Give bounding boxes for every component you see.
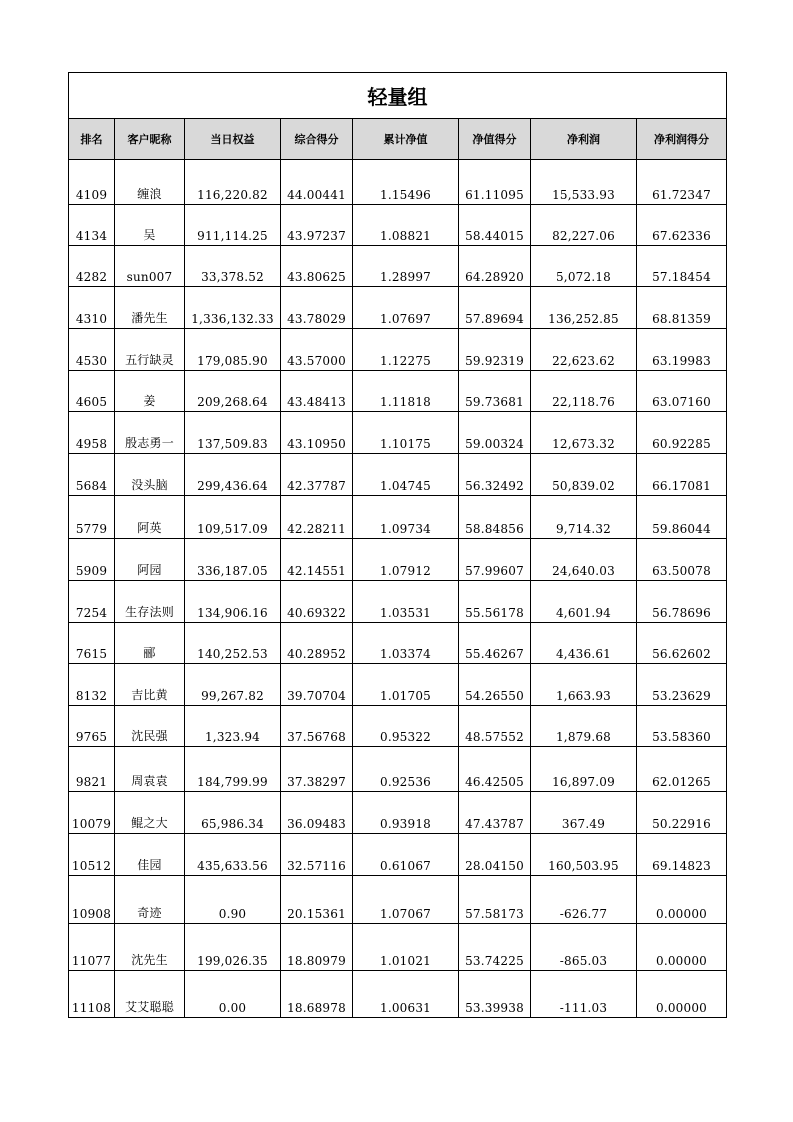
cell-rank: 9821	[69, 747, 115, 792]
cell-net-value: 1.15496	[353, 160, 459, 205]
cell-net-value: 1.04745	[353, 454, 459, 496]
cell-equity: 0.90	[185, 876, 281, 924]
cell-net-profit: 1,879.68	[531, 706, 637, 747]
cell-nickname: 生存法则	[115, 581, 185, 623]
cell-equity: 137,509.83	[185, 412, 281, 454]
cell-net-value: 1.07912	[353, 539, 459, 581]
column-header-rank: 排名	[69, 119, 115, 160]
cell-nickname: 佳园	[115, 834, 185, 876]
cell-total-score: 42.14551	[281, 539, 353, 581]
cell-total-score: 32.57116	[281, 834, 353, 876]
table-row	[69, 581, 727, 623]
cell-net-profit: 12,673.32	[531, 412, 637, 454]
table-row	[69, 412, 727, 454]
cell-net-profit-score: 0.00000	[637, 971, 727, 1018]
cell-total-score: 43.57000	[281, 329, 353, 371]
cell-rank: 11108	[69, 971, 115, 1018]
table-row	[69, 287, 727, 329]
cell-net-value: 1.28997	[353, 246, 459, 287]
cell-nickname: 阿英	[115, 496, 185, 539]
cell-rank: 5779	[69, 496, 115, 539]
cell-total-score: 18.68978	[281, 971, 353, 1018]
cell-equity: 435,633.56	[185, 834, 281, 876]
table-row	[69, 971, 727, 1018]
cell-equity: 209,268.64	[185, 371, 281, 412]
cell-net-value-score: 53.39938	[459, 971, 531, 1018]
table-row	[69, 205, 727, 246]
table-row	[69, 623, 727, 664]
cell-rank: 4282	[69, 246, 115, 287]
cell-net-value: 1.08821	[353, 205, 459, 246]
cell-net-profit-score: 50.22916	[637, 792, 727, 834]
cell-total-score: 36.09483	[281, 792, 353, 834]
cell-net-value: 1.07067	[353, 876, 459, 924]
table-row	[69, 747, 727, 792]
table-row	[69, 876, 727, 924]
cell-total-score: 37.56768	[281, 706, 353, 747]
table-row	[69, 454, 727, 496]
cell-net-profit-score: 67.62336	[637, 205, 727, 246]
cell-nickname: 郦	[115, 623, 185, 664]
cell-nickname: 沈民强	[115, 706, 185, 747]
column-header-nickname: 客户昵称	[115, 119, 185, 160]
cell-rank: 10079	[69, 792, 115, 834]
cell-rank: 10908	[69, 876, 115, 924]
table-row	[69, 329, 727, 371]
cell-equity: 199,026.35	[185, 924, 281, 971]
cell-net-profit-score: 59.86044	[637, 496, 727, 539]
cell-nickname: 吴	[115, 205, 185, 246]
ranking-sheet	[68, 72, 726, 1018]
cell-net-profit: 367.49	[531, 792, 637, 834]
cell-net-value: 1.01705	[353, 664, 459, 706]
table-row	[69, 246, 727, 287]
cell-net-profit-score: 53.23629	[637, 664, 727, 706]
table-row	[69, 664, 727, 706]
table-row	[69, 834, 727, 876]
cell-rank: 5909	[69, 539, 115, 581]
cell-nickname: 鲲之大	[115, 792, 185, 834]
cell-total-score: 39.70704	[281, 664, 353, 706]
cell-net-value-score: 56.32492	[459, 454, 531, 496]
cell-equity: 116,220.82	[185, 160, 281, 205]
cell-nickname: 艾艾聪聪	[115, 971, 185, 1018]
cell-net-profit: 160,503.95	[531, 834, 637, 876]
cell-net-profit-score: 66.17081	[637, 454, 727, 496]
cell-equity: 336,187.05	[185, 539, 281, 581]
cell-net-profit-score: 63.50078	[637, 539, 727, 581]
cell-nickname: 周袁袁	[115, 747, 185, 792]
table-row	[69, 706, 727, 747]
cell-rank: 10512	[69, 834, 115, 876]
cell-net-value-score: 28.04150	[459, 834, 531, 876]
column-header-net-profit: 净利润	[531, 119, 637, 160]
cell-equity: 65,986.34	[185, 792, 281, 834]
cell-rank: 7254	[69, 581, 115, 623]
cell-equity: 179,085.90	[185, 329, 281, 371]
cell-net-value-score: 55.46267	[459, 623, 531, 664]
cell-net-profit-score: 56.62602	[637, 623, 727, 664]
cell-total-score: 37.38297	[281, 747, 353, 792]
cell-net-profit: -865.03	[531, 924, 637, 971]
cell-net-value-score: 61.11095	[459, 160, 531, 205]
sheet-title: 轻量组	[69, 73, 727, 119]
cell-net-value: 1.03531	[353, 581, 459, 623]
cell-total-score: 40.69322	[281, 581, 353, 623]
cell-net-profit: 22,623.62	[531, 329, 637, 371]
cell-nickname: 吉比黄	[115, 664, 185, 706]
table-row	[69, 792, 727, 834]
cell-rank: 8132	[69, 664, 115, 706]
cell-rank: 5684	[69, 454, 115, 496]
cell-net-value-score: 59.00324	[459, 412, 531, 454]
cell-total-score: 18.80979	[281, 924, 353, 971]
cell-net-value: 1.00631	[353, 971, 459, 1018]
cell-net-value: 1.11818	[353, 371, 459, 412]
cell-nickname: 没头脑	[115, 454, 185, 496]
cell-rank: 4134	[69, 205, 115, 246]
cell-net-value-score: 59.92319	[459, 329, 531, 371]
cell-equity: 33,378.52	[185, 246, 281, 287]
cell-nickname: 阿园	[115, 539, 185, 581]
cell-net-value-score: 57.58173	[459, 876, 531, 924]
cell-nickname: 潘先生	[115, 287, 185, 329]
cell-net-profit-score: 56.78696	[637, 581, 727, 623]
cell-nickname: sun007	[115, 246, 185, 287]
cell-equity: 99,267.82	[185, 664, 281, 706]
column-header-net-profit-score: 净利润得分	[637, 119, 727, 160]
cell-net-value: 0.61067	[353, 834, 459, 876]
table-row	[69, 496, 727, 539]
cell-nickname: 姜	[115, 371, 185, 412]
cell-net-value-score: 48.57552	[459, 706, 531, 747]
cell-net-value-score: 57.99607	[459, 539, 531, 581]
cell-net-profit-score: 60.92285	[637, 412, 727, 454]
cell-total-score: 40.28952	[281, 623, 353, 664]
cell-net-profit: 5,072.18	[531, 246, 637, 287]
cell-net-value: 1.01021	[353, 924, 459, 971]
cell-net-profit-score: 0.00000	[637, 924, 727, 971]
cell-net-value-score: 59.73681	[459, 371, 531, 412]
cell-equity: 134,906.16	[185, 581, 281, 623]
cell-net-profit: 9,714.32	[531, 496, 637, 539]
cell-total-score: 43.48413	[281, 371, 353, 412]
cell-net-value-score: 54.26550	[459, 664, 531, 706]
cell-total-score: 43.80625	[281, 246, 353, 287]
cell-rank: 9765	[69, 706, 115, 747]
cell-rank: 4530	[69, 329, 115, 371]
cell-total-score: 43.10950	[281, 412, 353, 454]
cell-net-profit: 4,601.94	[531, 581, 637, 623]
cell-equity: 109,517.09	[185, 496, 281, 539]
cell-equity: 1,323.94	[185, 706, 281, 747]
cell-net-value: 0.92536	[353, 747, 459, 792]
cell-net-value-score: 58.84856	[459, 496, 531, 539]
title-row	[69, 73, 727, 119]
cell-equity: 184,799.99	[185, 747, 281, 792]
cell-net-profit-score: 69.14823	[637, 834, 727, 876]
cell-net-profit: 50,839.02	[531, 454, 637, 496]
cell-net-profit: -626.77	[531, 876, 637, 924]
cell-net-profit-score: 63.07160	[637, 371, 727, 412]
cell-net-value-score: 53.74225	[459, 924, 531, 971]
cell-net-profit: 16,897.09	[531, 747, 637, 792]
cell-net-profit: 22,118.76	[531, 371, 637, 412]
column-header-total-score: 综合得分	[281, 119, 353, 160]
cell-net-profit: -111.03	[531, 971, 637, 1018]
cell-net-profit-score: 61.72347	[637, 160, 727, 205]
cell-net-profit-score: 57.18454	[637, 246, 727, 287]
cell-net-profit: 82,227.06	[531, 205, 637, 246]
table-row	[69, 160, 727, 205]
cell-net-profit-score: 0.00000	[637, 876, 727, 924]
cell-net-value-score: 64.28920	[459, 246, 531, 287]
cell-net-profit-score: 68.81359	[637, 287, 727, 329]
cell-total-score: 43.78029	[281, 287, 353, 329]
cell-equity: 140,252.53	[185, 623, 281, 664]
cell-equity: 299,436.64	[185, 454, 281, 496]
cell-net-profit: 24,640.03	[531, 539, 637, 581]
cell-net-profit: 1,663.93	[531, 664, 637, 706]
cell-rank: 4605	[69, 371, 115, 412]
cell-rank: 11077	[69, 924, 115, 971]
cell-net-profit-score: 62.01265	[637, 747, 727, 792]
cell-total-score: 43.97237	[281, 205, 353, 246]
cell-net-profit-score: 53.58360	[637, 706, 727, 747]
cell-net-value-score: 46.42505	[459, 747, 531, 792]
cell-net-value: 1.07697	[353, 287, 459, 329]
cell-rank: 7615	[69, 623, 115, 664]
cell-rank: 4310	[69, 287, 115, 329]
cell-net-profit: 4,436.61	[531, 623, 637, 664]
cell-nickname: 缠浪	[115, 160, 185, 205]
cell-equity: 911,114.25	[185, 205, 281, 246]
table-row	[69, 924, 727, 971]
cell-net-value-score: 47.43787	[459, 792, 531, 834]
cell-net-value: 1.03374	[353, 623, 459, 664]
cell-rank: 4958	[69, 412, 115, 454]
table-row	[69, 371, 727, 412]
cell-total-score: 42.37787	[281, 454, 353, 496]
cell-equity: 0.00	[185, 971, 281, 1018]
cell-net-value-score: 58.44015	[459, 205, 531, 246]
cell-total-score: 20.15361	[281, 876, 353, 924]
ranking-table	[68, 72, 727, 1018]
column-header-net-value-score: 净值得分	[459, 119, 531, 160]
cell-total-score: 44.00441	[281, 160, 353, 205]
table-row	[69, 539, 727, 581]
cell-net-value: 0.93918	[353, 792, 459, 834]
table-body	[69, 160, 727, 1018]
column-header-equity: 当日权益	[185, 119, 281, 160]
cell-net-profit: 15,533.93	[531, 160, 637, 205]
header-row	[69, 119, 727, 160]
cell-net-profit: 136,252.85	[531, 287, 637, 329]
cell-nickname: 五行缺灵	[115, 329, 185, 371]
cell-total-score: 42.28211	[281, 496, 353, 539]
cell-rank: 4109	[69, 160, 115, 205]
cell-nickname: 奇迹	[115, 876, 185, 924]
column-header-net-value: 累计净值	[353, 119, 459, 160]
cell-net-profit-score: 63.19983	[637, 329, 727, 371]
cell-nickname: 殷志勇一	[115, 412, 185, 454]
cell-nickname: 沈先生	[115, 924, 185, 971]
cell-net-value-score: 57.89694	[459, 287, 531, 329]
cell-net-value-score: 55.56178	[459, 581, 531, 623]
cell-net-value: 0.95322	[353, 706, 459, 747]
cell-net-value: 1.10175	[353, 412, 459, 454]
cell-net-value: 1.09734	[353, 496, 459, 539]
cell-net-value: 1.12275	[353, 329, 459, 371]
cell-equity: 1,336,132.33	[185, 287, 281, 329]
